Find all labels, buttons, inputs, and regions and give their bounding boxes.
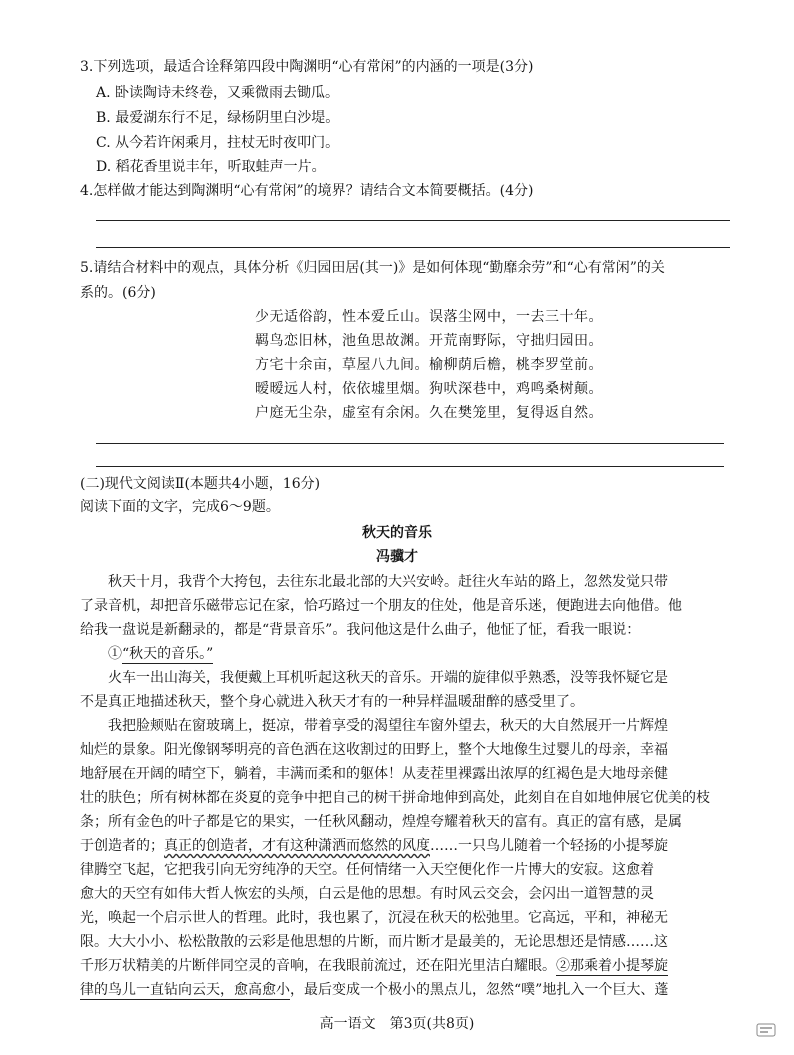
underlined-quote: “秋天的音乐。” — [122, 646, 214, 662]
text-a: 于创造者的； — [80, 838, 164, 854]
paragraph-line: 不是真正地描述秋天，整个身心就进入秋天才有的一种异样温暖甜醉的感受里了。 — [80, 694, 584, 710]
paragraph-line: 光，唤起一个启示世人的哲理。此时，我也累了，沉浸在秋天的松弛里。它高远，平和，神秘无 — [80, 910, 668, 926]
section-heading: (二)现代文阅读Ⅱ(本题共4小题，16分) — [80, 476, 321, 492]
paragraph-line: 律腾空飞起，它把我引向无穷纯净的天空。任何情绪一入天空便化作一片博大的安寂。这愈着 — [80, 862, 654, 878]
underlined-quote-2-start: ②那乘着小提琴旋 — [556, 958, 668, 974]
paragraph-line-last — [80, 980, 668, 1000]
paragraph-line: 灿烂的景象。阳光像钢琴明亮的音色洒在这收割过的田野上，整个大地像生过婴儿的母亲，幸福 — [80, 742, 668, 758]
poem-line: 方宅十余亩，草屋八九间。榆柳荫后檐，桃李罗堂前。 — [255, 357, 603, 373]
page-footer: 高一语文 第3页(共8页) — [319, 1016, 475, 1032]
paragraph-line: 壮的肤色；所有树林都在炎夏的竞争中把自己的树干拼命地伸到高处，此刻自在自如地伸展它优美的枝 — [80, 790, 710, 806]
poem-line: 少无适俗韵，性本爱丘山。误落尘网中，一去三十年。 — [255, 309, 603, 325]
paragraph-line: 限。大大小小、松松散散的云彩是他思想的片断，而片断才是最美的，无论思想还是情感……这 — [80, 934, 668, 950]
underlined-quote-2-end: 律的鸟儿一直钻向云天，愈高愈小 — [80, 982, 290, 998]
paragraph-line: 条；所有金色的叶子都是它的果实，一任秋风翻动，煌煌夸耀着秋天的富有。真正的富有感，是属 — [80, 814, 682, 830]
q5-answer-line-2 — [96, 466, 724, 467]
paragraph-line-with-wavy — [80, 836, 668, 856]
text-a: 千形万状精美的片断伴同空灵的音响，在我眼前流过，还在阳光里洁白耀眼。 — [80, 958, 556, 974]
poem-line: 户庭无尘杂，虚室有余闲。久在樊笼里，复得返自然。 — [255, 405, 603, 421]
q3-option-c: C. 从今若许闲乘月，拄杖无时夜叩门。 — [96, 135, 340, 151]
section-instruction: 阅读下面的文字，完成6～9题。 — [80, 499, 280, 515]
q3-option-d: D. 稻花香里说丰年，听取蛙声一片。 — [96, 159, 326, 175]
corner-logo-icon — [756, 1022, 776, 1038]
paragraph-line: 我把脸颊贴在窗玻璃上，挺凉，带着享受的渴望往车窗外望去，秋天的大自然展开一片辉煌 — [108, 718, 668, 734]
q4-answer-line-1 — [96, 220, 730, 221]
article-title: 秋天的音乐 — [362, 525, 432, 541]
paragraph-line: 了录音机，却把音乐磁带忘记在家，恰巧路过一个朋友的住处，他是音乐迷，便跑进去向他借。他 — [80, 598, 682, 614]
poem-line: 羁鸟恋旧林，池鱼思故渊。开荒南野际，守拙归园田。 — [255, 333, 603, 349]
q5-answer-line-1 — [96, 443, 724, 444]
paragraph-line: 愈大的天空有如伟大哲人恢宏的头颅，白云是他的思想。有时风云交会，会闪出一道智慧的灵 — [80, 886, 654, 902]
paragraph-line: 秋天十月，我背个大挎包，去往东北最北部的大兴安岭。赶往火车站的路上，忽然发觉只带 — [108, 574, 668, 590]
wavy-underlined-text: 真正的创造者，才有这种潇洒而悠然的风度 — [164, 838, 430, 854]
marker-1: ① — [108, 646, 122, 662]
paragraph-line: 地舒展在开阔的晴空下，躺着，丰满而柔和的躯体！从麦茬里裸露出浓厚的红褐色是大地母亲健 — [80, 766, 668, 782]
article-author: 冯骥才 — [376, 549, 418, 565]
question-1-quote — [108, 644, 213, 664]
paragraph-line: 给我一盘说是新翻录的，都是“背景音乐”。我问他这是什么曲子，他怔了怔，看我一眼说： — [80, 622, 641, 638]
text-b: ，最后变成一个极小的黑点儿，忽然“噗”地扎入一个巨大、蓬 — [290, 982, 669, 998]
q3-option-a: A. 卧读陶诗未终卷，又乘微雨去锄瓜。 — [96, 85, 340, 101]
poem-line: 暧暧远人村，依依墟里烟。狗吠深巷中，鸡鸣桑树颠。 — [255, 381, 603, 397]
text-b: ……一只鸟儿随着一个轻扬的小提琴旋 — [430, 838, 668, 854]
paragraph-line: 火车一出山海关，我便戴上耳机听起这秋天的音乐。开端的旋律似乎熟悉，没等我怀疑它是 — [108, 670, 668, 686]
q3-option-b: B. 最爱湖东行不足，绿杨阴里白沙堤。 — [96, 110, 340, 126]
q4-answer-line-2 — [96, 247, 730, 248]
q5-stem-line1: 5.请结合材料中的观点，具体分析《归园田居(其一)》是如何体现“勤靡余劳”和“心有常闲”的关 — [80, 260, 665, 276]
q4-stem: 4.怎样做才能达到陶渊明“心有常闲”的境界？请结合文本简要概括。(4分) — [80, 183, 534, 199]
q5-stem-line2: 系的。(6分) — [80, 285, 156, 301]
q3-stem: 3.下列选项，最适合诠释第四段中陶渊明“心有常闲”的内涵的一项是(3分) — [80, 59, 534, 75]
paragraph-line-with-marker-2 — [80, 956, 668, 976]
